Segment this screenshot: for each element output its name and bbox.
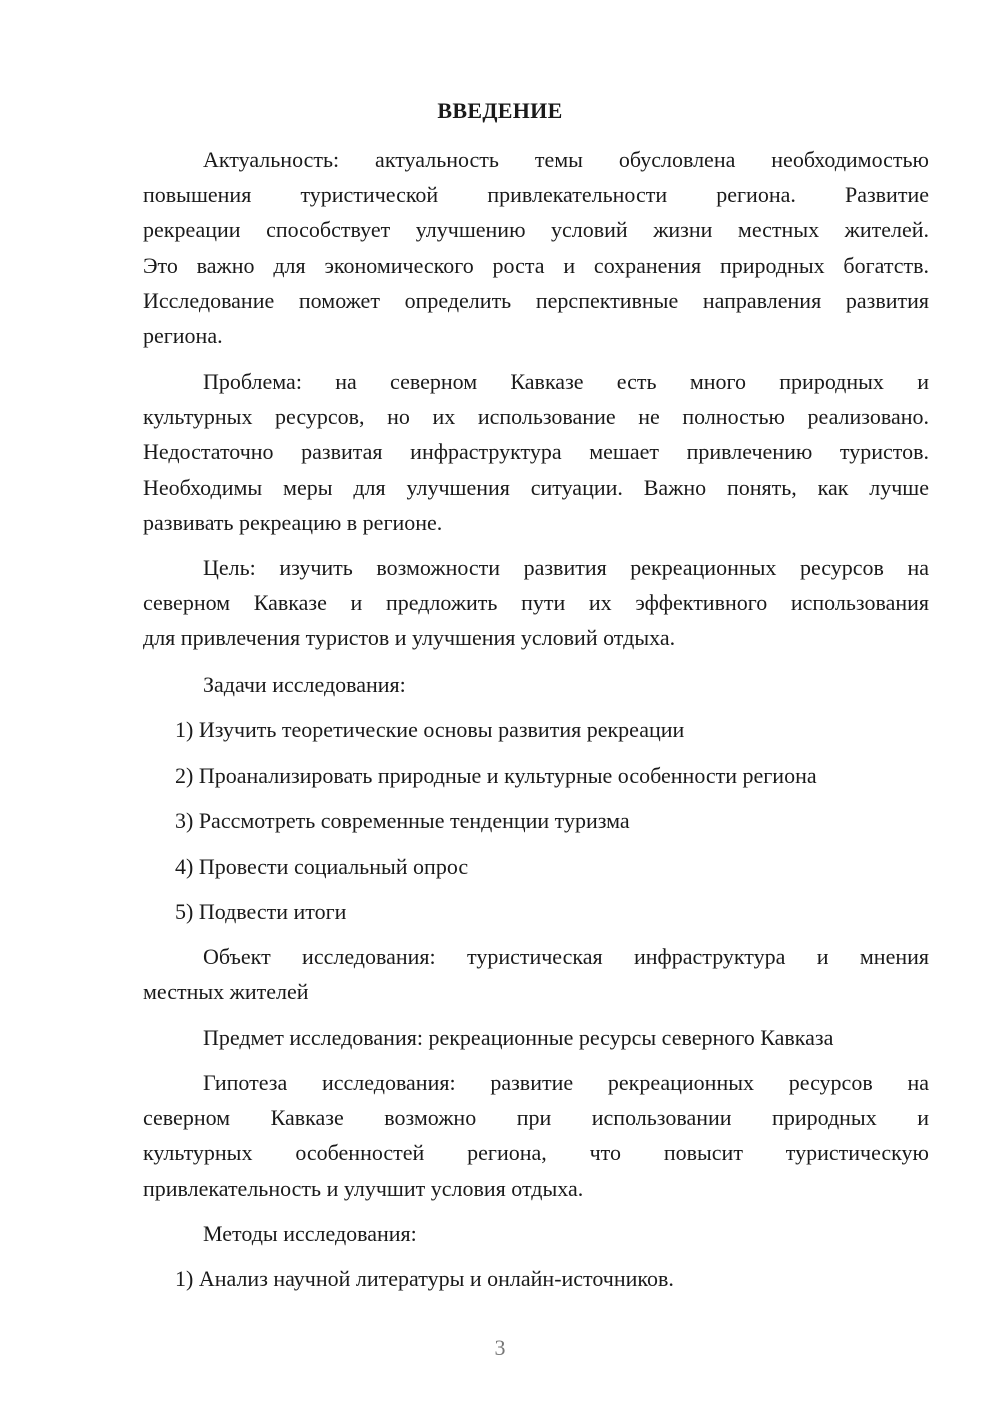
text-line: местных жителей — [143, 979, 309, 1005]
task-item: 4) Провести социальный опрос — [175, 854, 469, 879]
problem-paragraph — [143, 364, 929, 540]
text-line: региона. — [143, 322, 223, 348]
text-line: культурных особенностей региона, что повысит туристическую — [143, 1140, 929, 1166]
text-line: повышения туристической привлекательности региона. Развитие — [143, 182, 929, 208]
hypothesis-paragraph — [143, 1065, 929, 1206]
text-line: Цель: изучить возможности развития рекреационных ресурсов на — [203, 555, 929, 580]
task-item: 3) Рассмотреть современные тенденции туризма — [175, 808, 630, 833]
text-line: Объект исследования: туристическая инфраструктура и мнения — [203, 944, 929, 969]
text-line: развивать рекреацию в регионе. — [143, 509, 443, 535]
page-title: ВВЕДЕНИЕ — [437, 98, 563, 123]
text-line: привлекательность и улучшит условия отдыха. — [143, 1175, 584, 1201]
task-item: 2) Проанализировать природные и культурные особенности региона — [175, 763, 817, 788]
text-line: для привлечения туристов и улучшения условий отдыха. — [143, 625, 676, 651]
methods-heading: Методы исследования: — [203, 1221, 417, 1246]
tasks-heading: Задачи исследования: — [203, 672, 406, 697]
text-line: Исследование поможет определить перспективные направления развития — [143, 287, 929, 313]
relevance-paragraph — [143, 142, 929, 353]
text-line: Проблема: на северном Кавказе есть много природных и — [203, 369, 929, 394]
text-line: северном Кавказе возможно при использовании природных и — [143, 1105, 929, 1131]
text-line: рекреации способствует улучшению условий жизни местных жителей. — [143, 217, 929, 243]
text-line: Гипотеза исследования: развитие рекреационных ресурсов на — [203, 1070, 929, 1095]
text-line: Это важно для экономического роста и сохранения природных богатств. — [143, 252, 929, 278]
page-number: 3 — [494, 1335, 506, 1360]
text-line: Недостаточно развитая инфраструктура мешает привлечению туристов. — [143, 439, 929, 465]
task-item: 5) Подвести итоги — [175, 899, 347, 924]
method-item: 1) Анализ научной литературы и онлайн-источников. — [175, 1266, 674, 1291]
task-item: 1) Изучить теоретические основы развития рекреации — [175, 717, 685, 742]
object-paragraph — [143, 939, 929, 1009]
goal-paragraph — [143, 550, 929, 656]
subject-paragraph: Предмет исследования: рекреационные ресурсы северного Кавказа — [203, 1025, 834, 1050]
text-line: культурных ресурсов, но их использование не полностью реализовано. — [143, 404, 929, 430]
text-line: северном Кавказе и предложить пути их эффективного использования — [143, 590, 929, 616]
text-line: Необходимы меры для улучшения ситуации. Важно понять, как лучше — [143, 474, 929, 500]
text-line: Актуальность: актуальность темы обусловлена необходимостью — [203, 147, 929, 172]
